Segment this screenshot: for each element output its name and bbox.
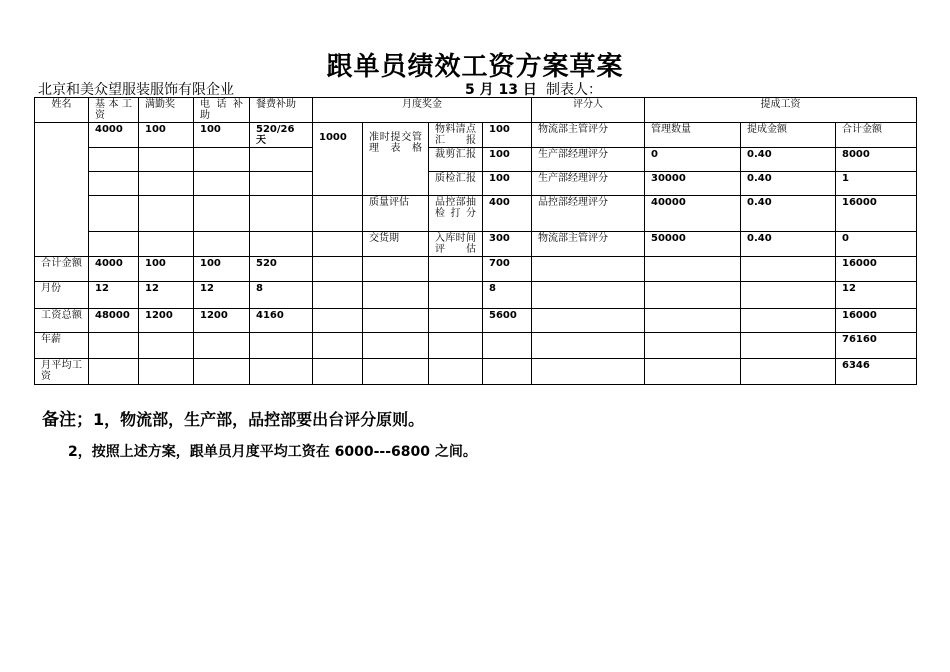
header-monthly-bonus: 月度奖金 <box>313 98 532 123</box>
rater-cell: 物流部主管评分 <box>532 123 645 148</box>
commission-total-cell: 0 <box>836 232 917 257</box>
commission-total-cell: 76160 <box>836 333 917 359</box>
phone-cell: 12 <box>194 282 250 309</box>
row-label: 月平均工资 <box>35 359 89 385</box>
rater-cell: 品控部经理评分 <box>532 196 645 232</box>
note-line-1 <box>42 405 424 430</box>
commission-total-cell: 合计金额 <box>836 123 917 148</box>
attendance-cell: 100 <box>139 257 194 282</box>
category-cell: 准时提交管理表格 <box>363 123 429 196</box>
commission-total-cell: 6346 <box>836 359 917 385</box>
date-label: 5 月 13 日 <box>465 82 537 98</box>
summary-row-salary-total <box>35 309 917 333</box>
item-cell: 裁剪汇报 <box>429 148 483 172</box>
rater-cell: 生产部经理评分 <box>532 148 645 172</box>
score-cell: 5600 <box>483 309 532 333</box>
bonus-total-cell: 1000 <box>313 123 363 196</box>
maker-label: 制表人： <box>546 82 602 98</box>
meal-cell: 8 <box>250 282 313 309</box>
table-header-row <box>35 98 917 123</box>
commission-qty-cell: 管理数量 <box>645 123 741 148</box>
item-cell: 入库时间评估 <box>429 232 483 257</box>
row-label: 工资总额 <box>35 309 89 333</box>
header-name: 姓名 <box>35 98 89 123</box>
meal-cell: 4160 <box>250 309 313 333</box>
item-cell: 质检汇报 <box>429 172 483 196</box>
summary-row-total <box>35 257 917 282</box>
phone-cell: 100 <box>194 123 250 148</box>
item-cell: 物料清点汇报 <box>429 123 483 148</box>
note-lead: 备注； <box>42 410 93 430</box>
commission-total-cell: 1 <box>836 172 917 196</box>
row-label: 合计金额 <box>35 257 89 282</box>
base-cell: 4000 <box>89 257 139 282</box>
commission-total-cell: 16000 <box>836 196 917 232</box>
company-name: 北京和美众望服装服饰有限企业 <box>38 82 234 98</box>
score-cell: 100 <box>483 172 532 196</box>
header-rater: 评分人 <box>532 98 645 123</box>
salary-table <box>34 97 917 385</box>
commission-qty-cell: 30000 <box>645 172 741 196</box>
score-cell: 700 <box>483 257 532 282</box>
row-label: 年薪 <box>35 333 89 359</box>
commission-qty-cell: 40000 <box>645 196 741 232</box>
commission-rate-cell: 0.40 <box>741 148 836 172</box>
summary-row-annual <box>35 333 917 359</box>
score-cell: 300 <box>483 232 532 257</box>
header-commission: 提成工资 <box>645 98 917 123</box>
table-row <box>35 232 917 257</box>
phone-cell: 1200 <box>194 309 250 333</box>
summary-row-months <box>35 282 917 309</box>
note-text-1: 1，物流部，生产部，品控部要出台评分原则。 <box>93 410 425 429</box>
commission-qty-cell: 50000 <box>645 232 741 257</box>
score-cell: 400 <box>483 196 532 232</box>
commission-total-cell: 8000 <box>836 148 917 172</box>
table-row <box>35 196 917 232</box>
row-label: 月份 <box>35 282 89 309</box>
category-cell: 交货期 <box>363 232 429 257</box>
attendance-cell: 12 <box>139 282 194 309</box>
commission-qty-cell: 0 <box>645 148 741 172</box>
header-meal: 餐费补助 <box>250 98 313 123</box>
meal-cell: 520/26 天 <box>250 123 313 148</box>
commission-rate-cell: 0.40 <box>741 196 836 232</box>
rater-cell: 生产部经理评分 <box>532 172 645 196</box>
header-phone: 电 话 补助 <box>194 98 250 123</box>
score-cell: 100 <box>483 123 532 148</box>
base-cell: 48000 <box>89 309 139 333</box>
phone-cell: 100 <box>194 257 250 282</box>
base-cell: 4000 <box>89 123 139 148</box>
item-cell: 品控部抽检打分 <box>429 196 483 232</box>
note-line-2: 2，按照上述方案，跟单员月度平均工资在 6000---6800 之间。 <box>68 444 477 460</box>
table-row <box>35 172 917 196</box>
name-cell <box>35 123 89 257</box>
commission-total-cell: 16000 <box>836 309 917 333</box>
rater-cell: 物流部主管评分 <box>532 232 645 257</box>
summary-row-average <box>35 359 917 385</box>
header-attendance: 满勤奖 <box>139 98 194 123</box>
table-row <box>35 148 917 172</box>
commission-total-cell: 12 <box>836 282 917 309</box>
score-cell: 100 <box>483 148 532 172</box>
document-subheader <box>38 79 918 97</box>
meal-cell: 520 <box>250 257 313 282</box>
header-base: 基本工资 <box>89 98 139 123</box>
attendance-cell: 1200 <box>139 309 194 333</box>
commission-rate-cell: 0.40 <box>741 232 836 257</box>
table-row <box>35 123 917 148</box>
category-cell: 质量评估 <box>363 196 429 232</box>
commission-rate-cell: 0.40 <box>741 172 836 196</box>
base-cell: 12 <box>89 282 139 309</box>
commission-total-cell: 16000 <box>836 257 917 282</box>
attendance-cell: 100 <box>139 123 194 148</box>
commission-rate-cell: 提成金额 <box>741 123 836 148</box>
page-title: 跟单员绩效工资方案草案 <box>326 52 624 82</box>
score-cell: 8 <box>483 282 532 309</box>
